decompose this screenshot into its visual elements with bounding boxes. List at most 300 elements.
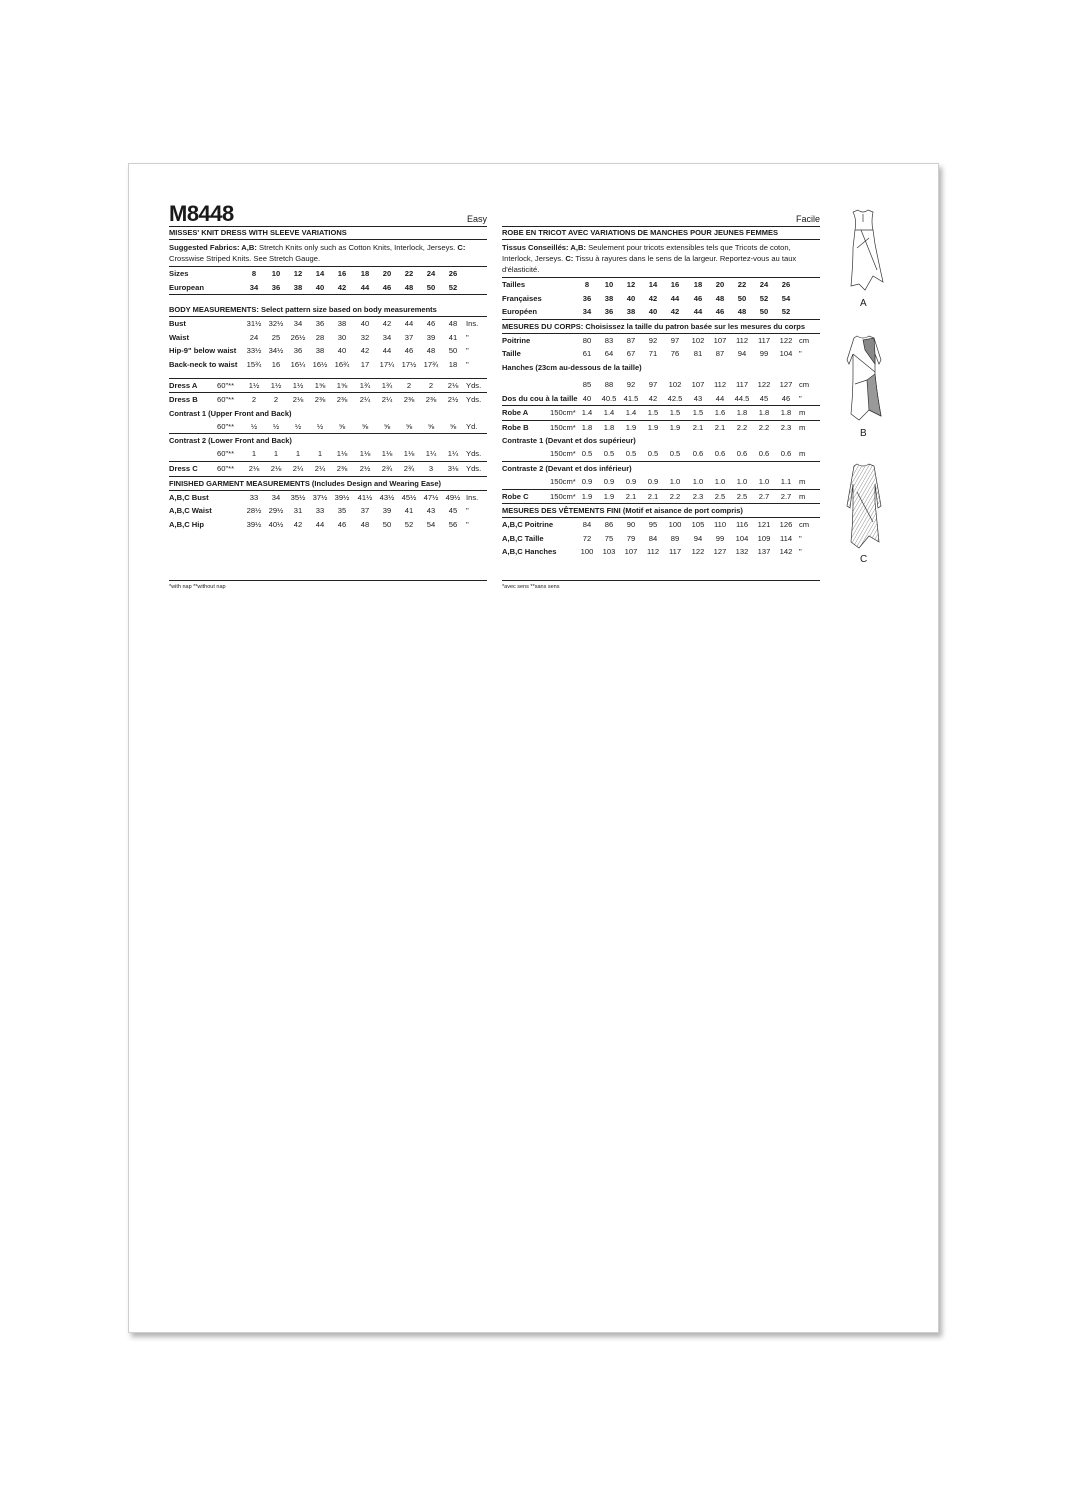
table-cell: 31½ [246, 319, 262, 329]
mesures-vetements-table [502, 518, 820, 559]
table-cell: 44 [315, 519, 325, 529]
table-cell: 29½ [268, 506, 284, 516]
fabric-width: 150cm* [550, 422, 576, 432]
table-cell: 1⅛ [381, 449, 393, 459]
unit-label: Ins. [466, 319, 479, 329]
unit-label: Yds. [466, 463, 482, 473]
table-cell: 100 [668, 520, 682, 530]
row-label: Robe A [502, 408, 529, 418]
table-cell: 48 [426, 346, 436, 356]
table-cell: 33 [315, 506, 325, 516]
table-cell: 86 [604, 520, 614, 530]
dress-a-yardage-row [169, 379, 487, 394]
table-cell: 32 [360, 332, 370, 342]
table-cell: 12 [293, 269, 303, 278]
table-cell: 2¾ [403, 463, 415, 473]
french-title: ROBE EN TRICOT AVEC VARIATIONS DE MANCHES POUR JEUNES FEMMES [502, 227, 820, 240]
table-cell: 38 [315, 346, 325, 356]
row-label: Hip-9" below waist [169, 346, 237, 356]
view-b-sketch [843, 334, 885, 424]
table-cell: 14 [315, 269, 325, 278]
table-cell: 75 [604, 533, 614, 543]
table-cell: 1.5 [692, 408, 704, 418]
table-cell: 16 [271, 359, 281, 369]
dos-row [502, 392, 820, 407]
table-cell: 2½ [359, 463, 371, 473]
table-cell: 127 [713, 547, 727, 557]
table-cell: 41 [448, 332, 458, 342]
table-cell: 1⅛ [336, 449, 348, 459]
table-cell: ⅝ [383, 421, 391, 431]
table-cell: 67 [626, 349, 636, 359]
table-row [169, 344, 487, 358]
table-cell: 48 [404, 282, 414, 292]
table-cell: 45 [448, 506, 458, 516]
table-cell: 94 [693, 533, 703, 543]
table-cell: 42 [648, 393, 658, 403]
table-cell: ½ [294, 421, 302, 431]
table-cell: 48 [360, 519, 370, 529]
table-cell: 42 [382, 319, 392, 329]
unit-label: " [466, 506, 469, 516]
table-cell: 2¼ [292, 463, 304, 473]
unit-label: Yds. [466, 380, 482, 390]
table-cell: 107 [691, 379, 705, 389]
unit-label: " [799, 547, 802, 557]
table-cell: 2.5 [714, 491, 726, 501]
table-cell: 2.7 [758, 491, 770, 501]
table-cell: 43½ [379, 492, 395, 502]
table-cell: 1¾ [381, 380, 393, 390]
table-cell: 104 [735, 533, 749, 543]
unit-label: Yds. [466, 395, 482, 405]
table-cell: 2.1 [625, 491, 637, 501]
poitrine-row [502, 334, 820, 348]
table-cell: 2 [273, 395, 279, 405]
unit-label: " [466, 359, 469, 369]
table-cell: 103 [602, 547, 616, 557]
table-cell: 76 [670, 349, 680, 359]
unit-label: " [799, 533, 802, 543]
table-cell: 37½ [312, 492, 328, 502]
table-cell: 40 [360, 319, 370, 329]
table-cell: 64 [604, 349, 614, 359]
table-cell: 2.3 [692, 491, 704, 501]
table-cell: 44 [670, 293, 680, 303]
table-cell: 52 [448, 282, 458, 292]
table-cell: 40 [315, 282, 325, 292]
table-cell: 1.0 [669, 476, 681, 486]
table-cell: 89 [670, 533, 680, 543]
view-b-label: B [860, 428, 867, 439]
table-cell: 99 [759, 349, 769, 359]
difficulty-level: Easy [466, 214, 487, 224]
unit-label: m [799, 449, 806, 459]
table-cell: 2.1 [692, 422, 704, 432]
table-cell: 122 [691, 547, 705, 557]
finished-measurements-heading: FINISHED GARMENT MEASUREMENTS (Includes Design and Wearing Ease) [169, 477, 487, 491]
table-row [169, 504, 487, 518]
row-label: Poitrine [502, 335, 531, 345]
table-cell: ⅝ [405, 421, 413, 431]
table-cell: 38 [293, 282, 303, 292]
table-cell: 0.5 [625, 449, 637, 459]
table-cell: 10 [604, 280, 614, 289]
table-cell: 38 [626, 307, 636, 317]
table-cell: 2 [428, 380, 434, 390]
table-cell: 1.4 [625, 408, 637, 418]
unit-label: cm [799, 520, 810, 530]
table-cell: 112 [646, 547, 660, 557]
table-cell: 1.8 [780, 408, 792, 418]
table-cell: 52 [781, 307, 791, 317]
table-cell: 1.5 [669, 408, 681, 418]
pattern-instruction-sheet [128, 163, 939, 1333]
fabric-width: 60"** [217, 449, 235, 459]
table-cell: 36 [293, 346, 303, 356]
table-cell: 22 [737, 280, 747, 289]
table-cell: 3⅛ [447, 463, 459, 473]
table-cell: 1½ [248, 380, 260, 390]
table-cell: 34½ [268, 346, 284, 356]
english-bottom-rule [169, 580, 487, 581]
table-cell: 117 [757, 335, 771, 345]
table-cell: 46 [781, 393, 791, 403]
table-cell: 50 [759, 307, 769, 317]
finished-measurements-table [169, 491, 487, 532]
robe-a-metrage-row [502, 406, 820, 421]
table-cell: 34 [582, 307, 592, 317]
unit-label: " [799, 393, 802, 403]
table-cell: 50 [448, 346, 458, 356]
table-cell: 14 [648, 280, 658, 289]
view-c-sketch [843, 462, 885, 550]
table-cell: 87 [715, 349, 725, 359]
table-cell: 2 [406, 380, 412, 390]
table-cell: 127 [779, 379, 793, 389]
francaises-row: Françaises 36 38 40 42 44 46 48 50 52 54 [502, 292, 820, 306]
table-cell: 42 [337, 282, 347, 292]
table-cell: 40 [582, 393, 592, 403]
table-cell: 18 [693, 280, 703, 289]
table-cell: 1.9 [625, 422, 637, 432]
table-cell: 85 [582, 379, 592, 389]
table-cell: 48 [448, 319, 458, 329]
table-row [169, 491, 487, 505]
table-row [502, 532, 820, 546]
table-cell: 37 [404, 332, 414, 342]
table-cell: 117 [735, 379, 749, 389]
table-cell: 1.4 [581, 408, 593, 418]
hanches-row [502, 378, 820, 392]
table-cell: 1¼ [447, 449, 459, 459]
table-cell: 1.6 [714, 408, 726, 418]
table-cell: 72 [582, 533, 592, 543]
table-cell: 18 [360, 269, 370, 278]
table-cell: 17¼ [379, 359, 395, 369]
table-cell: ½ [250, 421, 258, 431]
table-cell: 1.0 [692, 476, 704, 486]
row-label: Dos du cou à la taille [502, 393, 578, 403]
table-cell: 16 [670, 280, 680, 289]
unit-label: cm [799, 379, 810, 389]
table-cell: 2⅜ [336, 395, 348, 405]
table-cell: 0.5 [581, 449, 593, 459]
english-footnote: *with nap **without nap [169, 584, 226, 590]
table-cell: 17¾ [423, 359, 439, 369]
table-cell: 2.1 [647, 491, 659, 501]
table-cell: 46 [693, 293, 703, 303]
table-cell: 36 [315, 319, 325, 329]
table-cell: 0.5 [647, 449, 659, 459]
table-cell: 36 [271, 282, 281, 292]
view-a-sketch [843, 208, 885, 292]
table-cell: 37 [360, 506, 370, 516]
table-cell: 1.9 [647, 422, 659, 432]
unit-label: m [799, 408, 806, 418]
table-cell: 50 [382, 519, 392, 529]
tissus-conseilles: Tissus Conseillés: A,B: Seulement pour tricots extensibles tels que Tricots de coton, Interlock, Jerseys. C: Tissu à rayures dans le sens de la largeur. Reportez-vous au taux d'élasticité. [502, 242, 820, 278]
table-cell: 2⅜ [403, 395, 415, 405]
english-header [169, 200, 487, 227]
table-cell: 117 [668, 547, 682, 557]
table-cell: 2.3 [780, 422, 792, 432]
robe-c-metrage-row [502, 490, 820, 505]
table-cell: 22 [404, 269, 414, 278]
table-cell: 44.5 [734, 393, 750, 403]
table-cell: 0.6 [714, 449, 726, 459]
row-label: Robe B [502, 422, 529, 432]
contraste1-heading: Contraste 1 (Devant et dos supérieur) [502, 436, 636, 446]
table-cell: 2.7 [780, 491, 792, 501]
table-cell: 88 [604, 379, 614, 389]
table-cell: 137 [757, 547, 771, 557]
table-cell: 39½ [246, 519, 262, 529]
table-cell: 41½ [357, 492, 373, 502]
table-row [169, 358, 487, 372]
table-cell: 2¾ [381, 463, 393, 473]
table-cell: 36 [582, 293, 592, 303]
table-cell: 25 [271, 332, 281, 342]
table-cell: 16¼ [290, 359, 306, 369]
table-cell: 2⅛ [292, 395, 304, 405]
view-a-label: A [860, 298, 867, 309]
table-cell: 46 [715, 307, 725, 317]
table-cell: 50 [426, 282, 436, 292]
table-cell: 100 [580, 547, 594, 557]
table-cell: 122 [779, 335, 793, 345]
table-cell: 0.9 [581, 476, 593, 486]
table-cell: 109 [757, 533, 771, 543]
table-cell: 1¾ [359, 380, 371, 390]
table-cell: 1.9 [581, 491, 593, 501]
table-cell: 1⅛ [359, 449, 371, 459]
table-cell: 45½ [401, 492, 417, 502]
table-cell: 36 [604, 307, 614, 317]
table-cell: 38 [604, 293, 614, 303]
contraste2-heading: Contraste 2 (Devant et dos inférieur) [502, 463, 632, 473]
table-cell: 26½ [290, 332, 306, 342]
row-label: A,B,C Hip [169, 519, 205, 529]
table-cell: 80 [582, 335, 592, 345]
table-cell: 121 [757, 520, 771, 530]
table-cell: 18 [448, 359, 458, 369]
table-cell: 107 [713, 335, 727, 345]
table-cell: 40 [626, 293, 636, 303]
table-cell: 20 [382, 269, 392, 278]
table-cell: 1.0 [736, 476, 748, 486]
table-cell: 1⅛ [403, 449, 415, 459]
table-cell: 1.5 [647, 408, 659, 418]
fabric-width: 60"** [217, 463, 235, 473]
table-cell: 44 [693, 307, 703, 317]
table-cell: 16¾ [334, 359, 350, 369]
table-cell: 112 [713, 379, 727, 389]
table-cell: 33½ [246, 346, 262, 356]
table-cell: 30 [337, 332, 347, 342]
body-measurements-table [169, 317, 487, 371]
table-cell: 2 [251, 395, 257, 405]
table-cell: 95 [648, 520, 658, 530]
table-cell: 99 [715, 533, 725, 543]
table-cell: 46 [426, 319, 436, 329]
table-cell: 1.4 [603, 408, 615, 418]
table-cell: 2⅜ [336, 463, 348, 473]
table-cell: 44 [715, 393, 725, 403]
table-cell: 8 [584, 280, 590, 289]
body-measurements-heading: BODY MEASUREMENTS: Select pattern size based on body measurements [169, 303, 487, 317]
table-cell: 41 [404, 506, 414, 516]
table-cell: 1¼ [425, 449, 437, 459]
europeen-row: Européen 34 36 38 40 42 44 46 48 50 52 [502, 305, 820, 320]
view-c-label: C [860, 554, 868, 565]
unit-label: cm [799, 335, 810, 345]
table-cell: 116 [735, 520, 749, 530]
table-cell: 110 [713, 520, 727, 530]
table-row [169, 317, 487, 331]
table-cell: 142 [779, 547, 793, 557]
fabric-width: 60"** [217, 395, 235, 405]
dress-c-yardage-row [169, 462, 487, 477]
table-cell: 8 [251, 269, 257, 278]
difficulty-level-fr: Facile [795, 214, 820, 224]
table-cell: 2¼ [314, 463, 326, 473]
row-label: Robe C [502, 491, 529, 501]
table-cell: 1 [295, 449, 301, 459]
taille-row [502, 347, 820, 361]
table-cell: 12 [626, 280, 636, 289]
table-cell: 38 [337, 319, 347, 329]
table-cell: 48 [715, 293, 725, 303]
table-cell: 24 [426, 269, 436, 278]
mesures-corps-heading: MESURES DU CORPS: Choisissez la taille du patron basée sur les mesures du corps [502, 320, 820, 334]
table-cell: 10 [271, 269, 281, 278]
contraste1-metrage-row [502, 447, 820, 462]
tailles-row: Tailles 8 10 12 14 16 18 20 22 24 26 [502, 278, 820, 292]
fabric-width: 60"** [217, 421, 235, 431]
table-cell: 126 [779, 520, 793, 530]
english-title: MISSES' KNIT DRESS WITH SLEEVE VARIATIONS [169, 227, 487, 240]
table-cell: 44 [404, 319, 414, 329]
table-cell: 2.5 [736, 491, 748, 501]
table-cell: 2⅛ [248, 463, 260, 473]
table-cell: 46 [404, 346, 414, 356]
table-cell: 34 [249, 282, 259, 292]
row-label: A,B,C Poitrine [502, 520, 554, 530]
table-cell: 94 [737, 349, 747, 359]
row-label: Dress A [169, 380, 198, 390]
table-cell: 39 [382, 506, 392, 516]
table-cell: 42 [360, 346, 370, 356]
table-cell: 92 [648, 335, 658, 345]
table-cell: 112 [735, 335, 749, 345]
unit-label: " [466, 332, 469, 342]
table-cell: 16½ [312, 359, 328, 369]
table-cell: 2.2 [669, 491, 681, 501]
table-cell: 0.9 [603, 476, 615, 486]
unit-label: Ins. [466, 492, 479, 502]
french-body [502, 227, 820, 559]
table-row [169, 518, 487, 532]
row-label: Bust [169, 319, 186, 329]
table-cell: 2.2 [758, 422, 770, 432]
table-cell: 1.0 [758, 476, 770, 486]
suggested-fabrics: Suggested Fabrics: A,B: Stretch Knits only such as Cotton Knits, Interlock, Jerseys. C: Crosswise Striped Knits. See Stretch Gauge. [169, 242, 487, 267]
table-cell: 2⅜ [425, 395, 437, 405]
table-cell: 122 [757, 379, 771, 389]
table-cell: 1.8 [603, 422, 615, 432]
fabric-width: 150cm* [550, 491, 576, 501]
table-cell: 44 [360, 282, 370, 292]
table-cell: 52 [759, 293, 769, 303]
table-cell: 34 [382, 332, 392, 342]
table-cell: 107 [624, 547, 638, 557]
unit-label: Yds. [466, 449, 482, 459]
table-cell: 0.6 [692, 449, 704, 459]
fabric-width: 150cm* [550, 449, 576, 459]
table-cell: 33 [249, 492, 259, 502]
table-cell: 2¼ [381, 395, 393, 405]
table-cell: 71 [648, 349, 658, 359]
table-row [502, 518, 820, 532]
hanches-heading: Hanches (23cm au-dessous de la taille) [502, 362, 642, 372]
table-cell: 48 [737, 307, 747, 317]
contrast1-heading: Contrast 1 (Upper Front and Back) [169, 408, 292, 418]
table-cell: 105 [691, 520, 705, 530]
table-cell: 81 [693, 349, 703, 359]
table-cell: 47½ [423, 492, 439, 502]
table-cell: 40 [337, 346, 347, 356]
unit-label: Yd. [466, 421, 478, 431]
unit-label: m [799, 422, 806, 432]
table-cell: ⅝ [361, 421, 369, 431]
fabric-width: 150cm* [550, 408, 576, 418]
table-cell: 3 [428, 463, 434, 473]
table-cell: 39 [426, 332, 436, 342]
table-cell: 31 [293, 506, 303, 516]
table-row [502, 545, 820, 559]
row-label: Back-neck to waist [169, 359, 238, 369]
table-cell: 114 [779, 533, 793, 543]
table-cell: 34 [293, 319, 303, 329]
table-cell: 0.5 [603, 449, 615, 459]
unit-label: " [466, 346, 469, 356]
table-cell: 1.8 [736, 408, 748, 418]
unit-label: " [799, 349, 802, 359]
table-cell: 44 [382, 346, 392, 356]
table-cell: 20 [715, 280, 725, 289]
table-cell: 17 [360, 359, 370, 369]
